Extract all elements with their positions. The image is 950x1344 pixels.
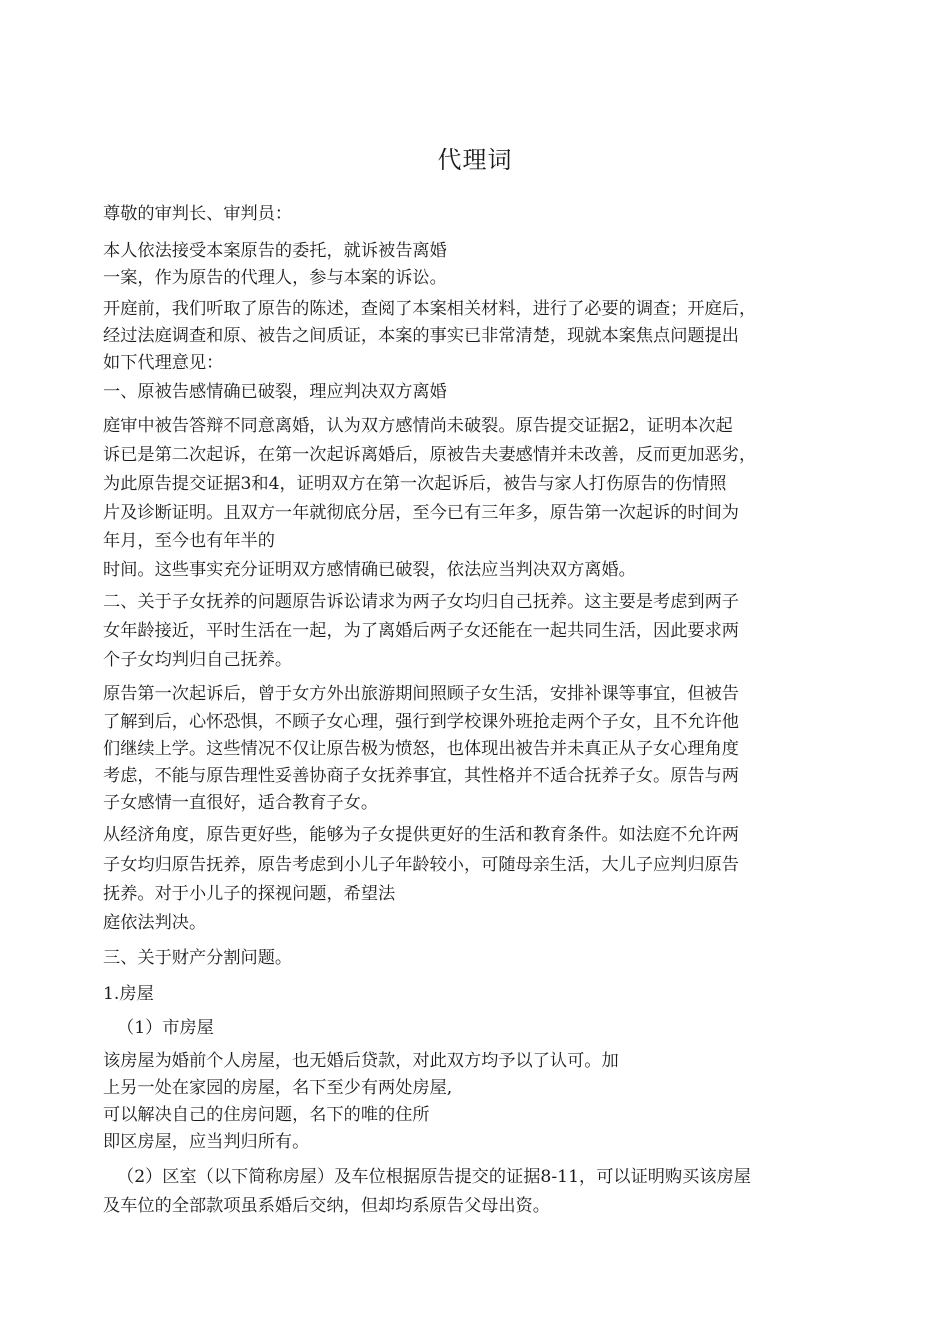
- paragraph-line: 该房屋为婚前个人房屋，也无婚后贷款，对此双方均予以了认可。加: [103, 1051, 619, 1071]
- paragraph-line: 时间。这些事实充分证明双方感情确已破裂，依法应当判决双方离婚。: [103, 560, 636, 580]
- paragraph-line: 经过法庭调查和原、被告之间质证，本案的事实已非常清楚，现就本案焦点问题提出: [103, 326, 739, 346]
- paragraph-line: 上另一处在家园的房屋，名下至少有两处房屋,: [103, 1078, 453, 1098]
- section-heading: 二、关于子女抚养的问题原告诉讼请求为两子女均归自己抚养。这主要是考虑到两子: [103, 592, 739, 612]
- paragraph-line: 如下代理意见：: [103, 353, 224, 373]
- paragraph-line: 女年龄接近，平时生活在一起，为了离婚后两子女还能在一起共同生活，因此要求两: [103, 621, 739, 641]
- paragraph-line: 考虑，不能与原告理性妥善协商子女抚养事宜，其性格并不适合抚养子女。原告与两: [103, 766, 739, 786]
- paragraph-line: 抚养。对于小儿子的探视问题，希望法: [103, 884, 396, 904]
- subsection-heading: （1）市房屋: [117, 1018, 214, 1038]
- paragraph-line: 子女均归原告抚养，原告考虑到小儿子年龄较小，可随母亲生活，大儿子应判归原告: [103, 855, 739, 875]
- paragraph-line: 个子女均判归自己抚养。: [103, 650, 293, 670]
- paragraph-line: （2）区室（以下简称房屋）及车位根据原告提交的证据8-11，可以证明购买该房屋: [117, 1167, 751, 1187]
- paragraph-line: 庭审中被告答辩不同意离婚，认为双方感情尚未破裂。原告提交证据2，证明本次起: [103, 416, 733, 436]
- section-heading: 一、原被告感情确已破裂，理应判决双方离婚: [103, 382, 447, 402]
- paragraph-line: 了解到后，心怀恐惧，不顾子女心理，强行到学校课外班抢走两个子女，且不允许他: [103, 712, 739, 732]
- paragraph-line: 诉已是第二次起诉，在第一次起诉离婚后，原被告夫妻感情并未改善，反而更加恶劣，: [103, 445, 757, 465]
- paragraph-line: 年月，至今也有年半的: [103, 531, 275, 551]
- paragraph-line: 可以解决自己的住房问题，名下的唯的住所: [103, 1105, 430, 1125]
- paragraph-line: 庭依法判决。: [103, 913, 207, 933]
- paragraph-line: 片及诊断证明。且双方一年就彻底分居，至今已有三年多，原告第一次起诉的时间为: [103, 503, 739, 523]
- paragraph-line: 为此原告提交证据3和4，证明双方在第一次起诉后，被告与家人打伤原告的伤情照: [103, 474, 727, 494]
- paragraph-line: 们继续上学。这些情况不仅让原告极为愤怒，也体现出被告并未真正从子女心理角度: [103, 739, 739, 759]
- salutation: 尊敬的审判长、审判员：: [103, 204, 293, 224]
- paragraph-line: 本人依法接受本案原告的委托，就诉被告离婚: [103, 241, 447, 261]
- paragraph-line: 即区房屋，应当判归所有。: [103, 1132, 310, 1152]
- paragraph-line: 一案，作为原告的代理人，参与本案的诉讼。: [103, 268, 447, 288]
- paragraph-line: 原告第一次起诉后，曾于女方外出旅游期间照顾子女生活，安排补课等事宜，但被告: [103, 684, 739, 704]
- subsection-heading: 1.房屋: [103, 984, 154, 1004]
- paragraph-line: 开庭前，我们听取了原告的陈述，查阅了本案相关材料，进行了必要的调查；开庭后，: [103, 299, 757, 319]
- paragraph-line: 及车位的全部款项虽系婚后交纳，但却均系原告父母出资。: [103, 1196, 550, 1216]
- paragraph-line: 子女感情一直很好，适合教育子女。: [103, 793, 379, 813]
- section-heading: 三、关于财产分割问题。: [103, 948, 293, 968]
- paragraph-line: 从经济角度，原告更好些，能够为子女提供更好的生活和教育条件。如法庭不允许两: [103, 825, 739, 845]
- document-title: 代理词: [437, 146, 513, 174]
